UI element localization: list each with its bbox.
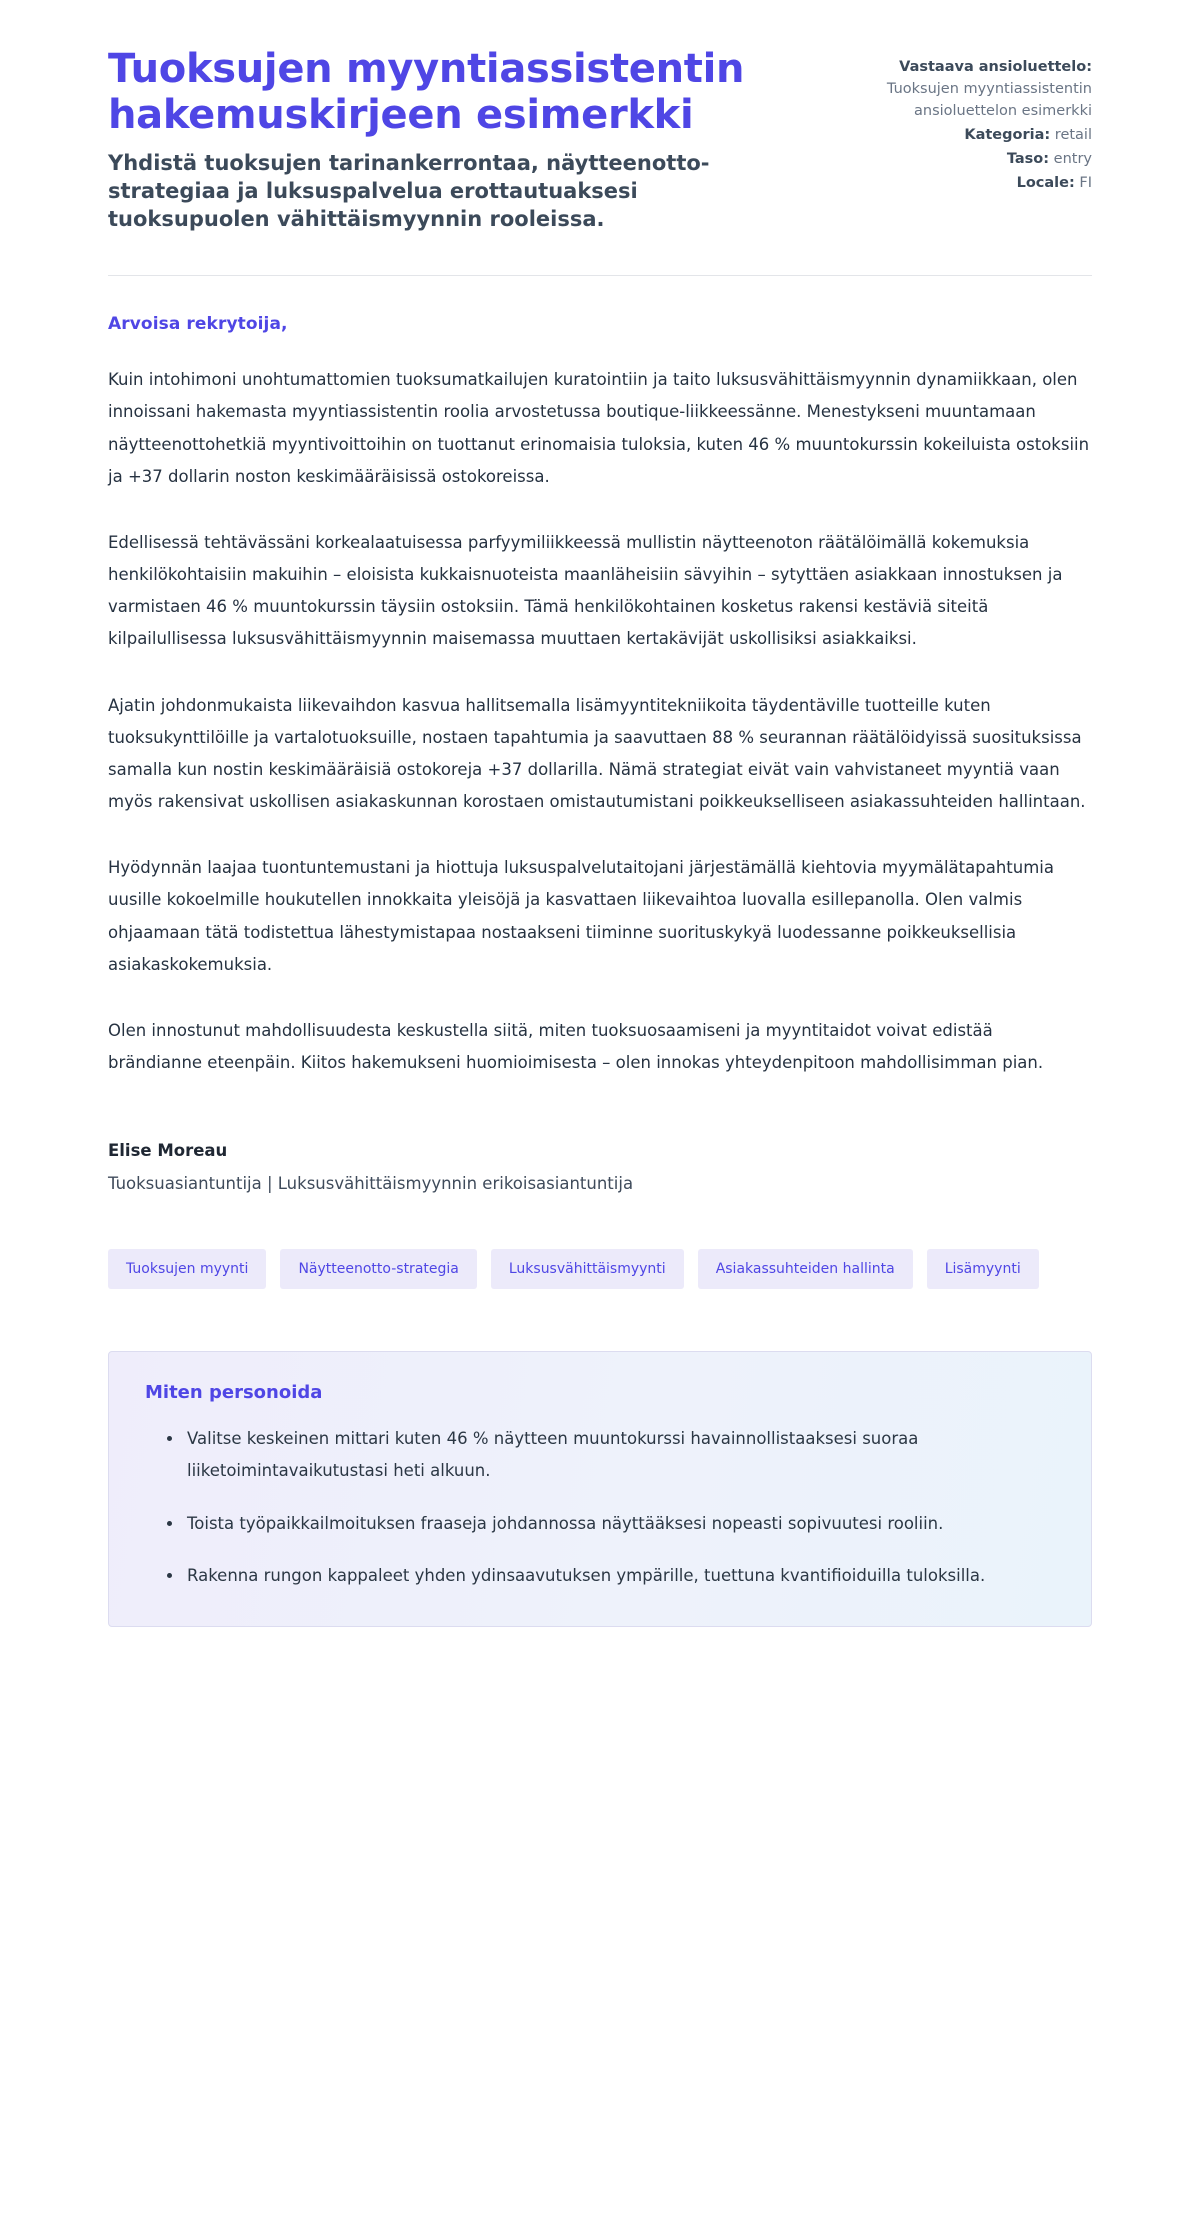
letter-paragraph: Olen innostunut mahdollisuudesta keskustella siitä, miten tuoksuosaamiseni ja myyntitaidot voivat edistää brändianne eteenpäin. Kiitos hakemukseni huomioimisesta – olen innokas yhteydenpitoon mahdollisimman pian. [108, 1020, 1044, 1073]
related-resume-row [802, 56, 1092, 122]
callout-list-item: Valitse keskeinen mittari kuten 46 % näytteen muuntokurssi havainnollistaaksesi suoraa liiketoimintavaikutustasi heti alkuun. [167, 1423, 1055, 1487]
locale-value: FI [1079, 175, 1092, 192]
signature-role: Tuoksuasiantuntija | Luksusvähittäismyynnin erikoisasiantuntija [108, 1174, 634, 1194]
locale-row [802, 172, 1092, 194]
signature-name: Elise Moreau [108, 1141, 228, 1161]
tag-chip[interactable]: Näytteenotto-strategia [280, 1249, 476, 1289]
related-resume-value[interactable]: Tuoksujen myyntiassistentin ansioluettelon esimerkki [886, 81, 1092, 120]
callout-list-item: Rakenna rungon kappaleet yhden ydinsaavutuksen ympärille, tuettuna kvantifioiduilla tuloksilla. [167, 1560, 1055, 1592]
category-value: retail [1054, 127, 1092, 144]
callout-title: Miten personoida [145, 1382, 323, 1404]
related-resume-label: Vastaava ansioluettelo: [899, 59, 1092, 75]
level-value: entry [1053, 151, 1092, 168]
category-label: Kategoria: [964, 127, 1051, 144]
category-row [802, 124, 1092, 146]
level-row [802, 148, 1092, 170]
page-title: Tuoksujen myyntiassistentin hakemuskirjeen esimerkki [108, 46, 745, 139]
letter-paragraph: Hyödynnän laajaa tuontuntemustani ja hiottuja luksuspalvelutaitojani järjestämällä kiehtovia myymälätapahtumia uusille kokoelmille houkutellen innokkaita yleisöjä ja kasvattaen liikevaihtoa luovalla esillepanolla. Olen valmis ohjaamaan tätä todistettua lähestymistapaa nostaakseni tiiminne suorituskykyä luodessanne poikkeuksellisia asiakaskokemuksia. [108, 858, 1054, 974]
header-title-block [108, 46, 762, 233]
personalization-callout [108, 1351, 1092, 1627]
locale-label: Locale: [1016, 175, 1075, 192]
letter-paragraphs [108, 364, 1092, 1079]
signature-block [108, 1141, 1092, 1193]
salutation: Arvoisa rekrytoija, [108, 314, 288, 335]
tag-chip[interactable]: Lisämyynti [927, 1249, 1039, 1289]
letter-paragraph: Kuin intohimoni unohtumattomien tuoksumatkailujen kuratointiin ja taito luksusvähittäismyynnin dynamiikkaan, olen innoissani hakemasta myyntiassistentin roolia arvostetussa boutique-liikkeessänne. Menestykseni muuntamaan näytteenottohetkiä myyntivoittoihin on tuottanut erinomaisia tuloksia, kuten 46 % muuntokurssin kokeiluista ostoksiin ja +37 dollarin noston keskimääräisissä ostokoreissa. [108, 370, 1090, 486]
callout-list [145, 1423, 1055, 1592]
level-label: Taso: [1006, 151, 1050, 168]
callout-list-item: Toista työpaikkailmoituksen fraaseja johdannossa näyttääksesi nopeasti sopivuutesi rooliin. [167, 1508, 1055, 1540]
letter-paragraph: Ajatin johdonmukaista liikevaihdon kasvua hallitsemalla lisämyyntitekniikoita täydentäville tuotteille kuten tuoksukynttilöille ja vartalotuoksuille, nostaen tapahtumia ja saavuttaen 88 % seurannan räätälöidyissä suosituksissa samalla kun nostin keskimääräisiä ostokoreja +37 dollarilla. Nämä strategiat eivät vain vahvistaneet myyntiä vaan myös rakensivat uskollisen asiakaskunnan korostaen omistautumistani poikkeukselliseen asiakassuhteiden hallintaan. [108, 695, 1086, 812]
cover-letter-body [108, 276, 1092, 1627]
page-subtitle: Yhdistä tuoksujen tarinankerrontaa, näytteenotto-strategiaa ja luksuspalvelua erottautuaksesi tuoksupuolen vähittäismyynnin rooleissa. [108, 150, 710, 232]
tag-chip[interactable]: Tuoksujen myynti [108, 1249, 266, 1289]
tag-chip[interactable]: Luksusvähittäismyynti [491, 1249, 684, 1289]
page-header [108, 46, 1092, 233]
letter-paragraph: Edellisessä tehtävässäni korkealaatuisessa parfyymiliikkeessä mullistin näytteenoton räätälöimällä kokemuksia henkilökohtaisiin makuihin – eloisista kukkaisnuoteista maanläheisiin sävyihin – sytyttäen asiakkaan innostuksen ja varmistaen 46 % muuntokurssin täysiin ostoksiin. Tämä henkilökohtainen kosketus rakensi kestäviä siteitä kilpailullisessa luksusvähittäismyynnin maisemassa muuttaen kertakävijät uskollisiksi asiakkaiksi. [108, 532, 1063, 649]
metadata-panel [802, 46, 1092, 194]
tag-chip[interactable]: Asiakassuhteiden hallinta [698, 1249, 913, 1289]
tag-list [108, 1249, 1048, 1289]
